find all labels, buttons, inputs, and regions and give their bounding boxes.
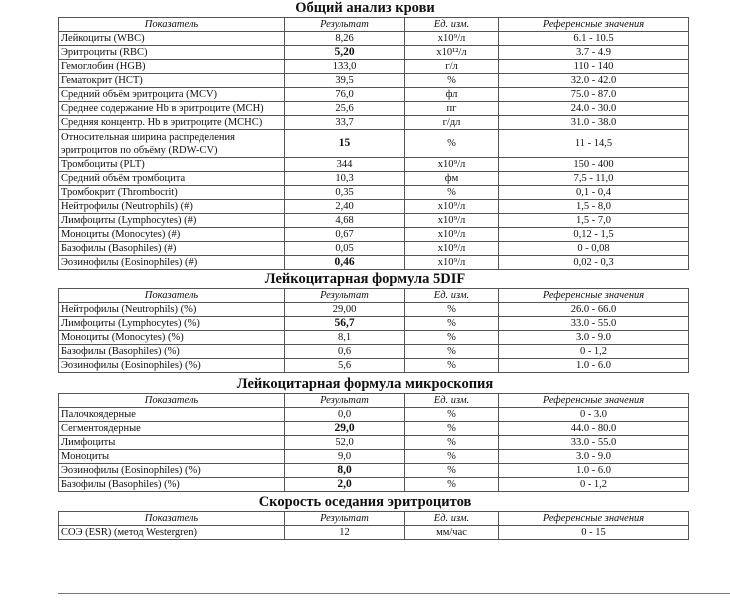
- header-unit: Ед. изм.: [405, 394, 499, 408]
- unit-value: г/л: [405, 60, 499, 74]
- unit-value: мм/час: [405, 526, 499, 540]
- header-unit: Ед. изм.: [405, 18, 499, 32]
- reference-range: 24.0 - 30.0: [499, 102, 689, 116]
- table-row: [59, 242, 689, 256]
- table-row: [59, 408, 689, 422]
- footer-divider: [58, 593, 730, 594]
- table-row: [59, 303, 689, 317]
- indicator-name: Базофилы (Basophiles) (%): [59, 345, 285, 359]
- indicator-name: Моноциты: [59, 450, 285, 464]
- table-row: [59, 186, 689, 200]
- unit-value: x10⁹/л: [405, 256, 499, 270]
- indicator-name: Эозинофилы (Eosinophiles) (%): [59, 464, 285, 478]
- table-row: [59, 46, 689, 60]
- reference-range: 7,5 - 11,0: [499, 172, 689, 186]
- result-value: 5,20: [285, 46, 405, 60]
- indicator-name: Тромбокрит (Thrombocrit): [59, 186, 285, 200]
- table-row: [59, 478, 689, 492]
- header-reference: Референсные значения: [499, 512, 689, 526]
- reference-range: 33.0 - 55.0: [499, 317, 689, 331]
- result-value: 8,26: [285, 32, 405, 46]
- unit-value: %: [405, 408, 499, 422]
- unit-value: x10⁹/л: [405, 200, 499, 214]
- reference-range: 150 - 400: [499, 158, 689, 172]
- result-value: 56,7: [285, 317, 405, 331]
- table-row: [59, 130, 689, 158]
- reference-range: 6.1 - 10.5: [499, 32, 689, 46]
- unit-value: x10¹²/л: [405, 46, 499, 60]
- result-value: 0,05: [285, 242, 405, 256]
- header-indicator: Показатель: [59, 394, 285, 408]
- header-indicator: Показатель: [59, 512, 285, 526]
- table-row: [59, 60, 689, 74]
- indicator-name: Лимфоциты: [59, 436, 285, 450]
- indicator-name: Эозинофилы (Eosinophiles) (%): [59, 359, 285, 373]
- reference-range: 0 - 15: [499, 526, 689, 540]
- unit-value: %: [405, 331, 499, 345]
- reference-range: 44.0 - 80.0: [499, 422, 689, 436]
- indicator-name: Базофилы (Basophiles) (%): [59, 478, 285, 492]
- unit-value: %: [405, 303, 499, 317]
- table-row: [59, 172, 689, 186]
- section-title: Скорость оседания эритроцитов: [258, 494, 472, 510]
- section-title: Общий анализ крови: [295, 0, 435, 16]
- unit-value: x10⁹/л: [405, 32, 499, 46]
- indicator-name: Нейтрофилы (Neutrophils) (%): [59, 303, 285, 317]
- header-result: Результат: [285, 289, 405, 303]
- reference-range: 110 - 140: [499, 60, 689, 74]
- table-row: [59, 200, 689, 214]
- table-row: [59, 331, 689, 345]
- indicator-name: Гематокрит (HCT): [59, 74, 285, 88]
- unit-value: %: [405, 450, 499, 464]
- indicator-name: Лимфоциты (Lymphocytes) (%): [59, 317, 285, 331]
- reference-range: 31.0 - 38.0: [499, 116, 689, 130]
- table-row: [59, 345, 689, 359]
- header-result: Результат: [285, 394, 405, 408]
- result-value: 0,46: [285, 256, 405, 270]
- header-unit: Ед. изм.: [405, 289, 499, 303]
- result-value: 8,1: [285, 331, 405, 345]
- result-value: 33,7: [285, 116, 405, 130]
- indicator-name: Эозинофилы (Eosinophiles) (#): [59, 256, 285, 270]
- result-value: 0,6: [285, 345, 405, 359]
- indicator-name: СОЭ (ESR) (метод Westergren): [59, 526, 285, 540]
- unit-value: пг: [405, 102, 499, 116]
- table-row: [59, 32, 689, 46]
- unit-value: %: [405, 345, 499, 359]
- reference-range: 3.0 - 9.0: [499, 331, 689, 345]
- table-row: [59, 102, 689, 116]
- indicator-name: Моноциты (Monocytes) (%): [59, 331, 285, 345]
- reference-range: 0 - 1,2: [499, 478, 689, 492]
- result-value: 4,68: [285, 214, 405, 228]
- indicator-name: Среднее содержание Hb в эритроците (MCH): [59, 102, 285, 116]
- reference-range: 1.0 - 6.0: [499, 464, 689, 478]
- reference-range: 11 - 14,5: [499, 130, 689, 158]
- table-row: [59, 422, 689, 436]
- reference-range: 0 - 0,08: [499, 242, 689, 256]
- table-row: [59, 228, 689, 242]
- result-value: 52,0: [285, 436, 405, 450]
- result-value: 133,0: [285, 60, 405, 74]
- indicator-name: Средняя концентр. Hb в эритроците (MCHC): [59, 116, 285, 130]
- result-value: 0,35: [285, 186, 405, 200]
- indicator-name: Моноциты (Monocytes) (#): [59, 228, 285, 242]
- reference-range: 32.0 - 42.0: [499, 74, 689, 88]
- reference-range: 3.7 - 4.9: [499, 46, 689, 60]
- unit-value: %: [405, 186, 499, 200]
- table-row: [59, 214, 689, 228]
- result-value: 2,0: [285, 478, 405, 492]
- reference-range: 1,5 - 7,0: [499, 214, 689, 228]
- unit-value: %: [405, 422, 499, 436]
- indicator-name: Палочкоядерные: [59, 408, 285, 422]
- result-value: 0,67: [285, 228, 405, 242]
- unit-value: фм: [405, 172, 499, 186]
- header-reference: Референсные значения: [499, 394, 689, 408]
- results-table: [58, 288, 689, 373]
- indicator-name: Эритроциты (RBC): [59, 46, 285, 60]
- reference-range: 0 - 3.0: [499, 408, 689, 422]
- table-row: [59, 526, 689, 540]
- header-unit: Ед. изм.: [405, 512, 499, 526]
- section-title: Лейкоцитарная формула 5DIF: [264, 271, 466, 287]
- header-reference: Референсные значения: [499, 18, 689, 32]
- result-value: 8,0: [285, 464, 405, 478]
- indicator-name: Лимфоциты (Lymphocytes) (#): [59, 214, 285, 228]
- unit-value: %: [405, 436, 499, 450]
- indicator-name: Нейтрофилы (Neutrophils) (#): [59, 200, 285, 214]
- reference-range: 1.0 - 6.0: [499, 359, 689, 373]
- section-title: Лейкоцитарная формула микроскопия: [236, 376, 494, 392]
- results-table: [58, 393, 689, 492]
- table-row: [59, 317, 689, 331]
- unit-value: %: [405, 478, 499, 492]
- results-table: [58, 511, 689, 540]
- unit-value: x10⁹/л: [405, 228, 499, 242]
- unit-value: %: [405, 130, 499, 158]
- header-result: Результат: [285, 18, 405, 32]
- result-value: 0,0: [285, 408, 405, 422]
- unit-value: %: [405, 464, 499, 478]
- table-row: [59, 158, 689, 172]
- table-header-row: [59, 512, 689, 526]
- reference-range: 75.0 - 87.0: [499, 88, 689, 102]
- table-row: [59, 88, 689, 102]
- table-row: [59, 359, 689, 373]
- reference-range: 3.0 - 9.0: [499, 450, 689, 464]
- reference-range: 0,12 - 1,5: [499, 228, 689, 242]
- indicator-name: Относительная ширина распределения эритроцитов по объёму (RDW-CV): [59, 130, 285, 158]
- table-header-row: [59, 289, 689, 303]
- unit-value: %: [405, 74, 499, 88]
- results-table: [58, 17, 689, 270]
- indicator-name: Тромбоциты (PLT): [59, 158, 285, 172]
- result-value: 10,3: [285, 172, 405, 186]
- indicator-name: Средний объём эритроцита (MCV): [59, 88, 285, 102]
- table-header-row: [59, 394, 689, 408]
- table-row: [59, 450, 689, 464]
- result-value: 9,0: [285, 450, 405, 464]
- result-value: 15: [285, 130, 405, 158]
- reference-range: 33.0 - 55.0: [499, 436, 689, 450]
- indicator-name: Сегментоядерные: [59, 422, 285, 436]
- unit-value: x10⁹/л: [405, 158, 499, 172]
- header-result: Результат: [285, 512, 405, 526]
- table-row: [59, 436, 689, 450]
- table-header-row: [59, 18, 689, 32]
- table-row: [59, 256, 689, 270]
- indicator-name: Базофилы (Basophiles) (#): [59, 242, 285, 256]
- result-value: 39,5: [285, 74, 405, 88]
- unit-value: x10⁹/л: [405, 242, 499, 256]
- reference-range: 26.0 - 66.0: [499, 303, 689, 317]
- reference-range: 1,5 - 8,0: [499, 200, 689, 214]
- indicator-name: Гемоглобин (HGB): [59, 60, 285, 74]
- result-value: 5,6: [285, 359, 405, 373]
- table-row: [59, 116, 689, 130]
- reference-range: 0,1 - 0,4: [499, 186, 689, 200]
- header-reference: Референсные значения: [499, 289, 689, 303]
- table-row: [59, 74, 689, 88]
- result-value: 76,0: [285, 88, 405, 102]
- table-row: [59, 464, 689, 478]
- result-value: 29,00: [285, 303, 405, 317]
- unit-value: фл: [405, 88, 499, 102]
- result-value: 344: [285, 158, 405, 172]
- header-indicator: Показатель: [59, 18, 285, 32]
- result-value: 12: [285, 526, 405, 540]
- unit-value: г/дл: [405, 116, 499, 130]
- unit-value: %: [405, 359, 499, 373]
- unit-value: x10⁹/л: [405, 214, 499, 228]
- header-indicator: Показатель: [59, 289, 285, 303]
- result-value: 29,0: [285, 422, 405, 436]
- indicator-name: Средний объём тромбоцита: [59, 172, 285, 186]
- indicator-name: Лейкоциты (WBC): [59, 32, 285, 46]
- result-value: 2,40: [285, 200, 405, 214]
- reference-range: 0 - 1,2: [499, 345, 689, 359]
- reference-range: 0,02 - 0,3: [499, 256, 689, 270]
- result-value: 25,6: [285, 102, 405, 116]
- unit-value: %: [405, 317, 499, 331]
